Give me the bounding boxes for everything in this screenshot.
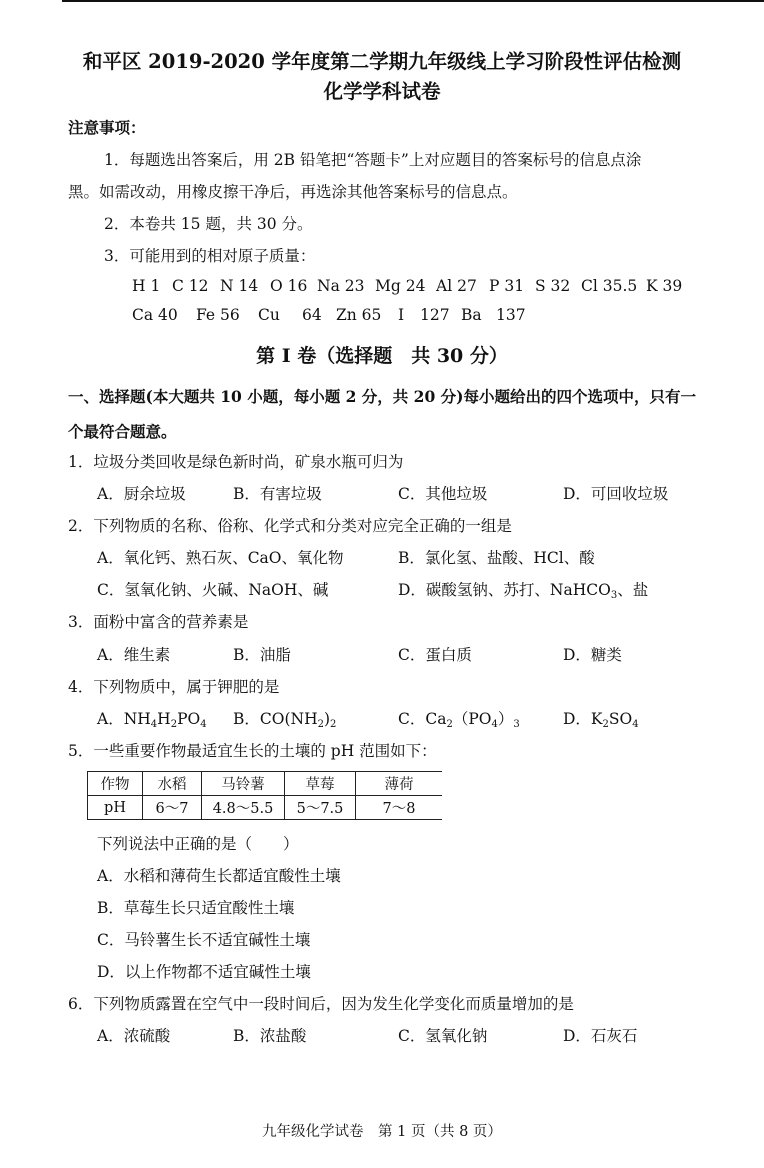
q2-option-d: D．碳酸氢钠、苏打、NaHCO$_3$、盐 (398, 581, 649, 601)
section-heading: 第 I 卷（选择题 共 30 分） (256, 345, 508, 367)
q3-option-b: B．油脂 (233, 646, 291, 664)
question-2-stem: 2．下列物质的名称、俗称、化学式和分类对应完全正确的一组是 (68, 517, 512, 535)
atomic-mass: H 1 (132, 277, 161, 295)
atomic-mass: N 14 (220, 277, 259, 295)
atomic-mass: Mg 24 (375, 277, 426, 295)
question-4-stem: 4．下列物质中，属于钾肥的是 (68, 678, 280, 696)
atomic-mass: Ca 40 (132, 306, 178, 324)
q2-option-b: B．氯化氢、盐酸、HCl、酸 (398, 549, 595, 567)
note-item-3: 3．可能用到的相对原子质量： (104, 247, 316, 265)
atomic-mass: Al 27 (436, 277, 477, 295)
atomic-mass: Cl 35.5 (581, 277, 638, 295)
question-3-stem: 3．面粉中富含的营养素是 (68, 613, 249, 631)
ph-table (87, 771, 442, 820)
q3-option-a: A．维生素 (97, 646, 171, 664)
q2-option-a: A．氧化钙、熟石灰、CaO、氧化物 (97, 549, 344, 567)
atomic-mass: Cu (258, 306, 280, 324)
q6-option-d: D．石灰石 (563, 1027, 638, 1045)
q6-option-a: A．浓硫酸 (97, 1027, 171, 1045)
q5-option-b: B．草莓生长只适宜酸性土壤 (97, 899, 295, 917)
q1-option-d: D．可回收垃圾 (563, 485, 669, 503)
atomic-mass: S 32 (535, 277, 571, 295)
table-cell: 5～7.5 (285, 796, 356, 820)
q1-option-b: B．有害垃圾 (233, 485, 322, 503)
atomic-mass: O 16 (270, 277, 308, 295)
section-instruction-line2: 个最符合题意。 (68, 422, 177, 441)
section-instruction-line1: 一、选择题(本大题共 10 小题，每小题 2 分，共 20 分)每小题给出的四个选项中，只有一 (68, 387, 696, 406)
q3-option-d: D．糖类 (563, 646, 622, 664)
table-cell: 水稻 (143, 772, 202, 796)
note-item-1-line1: 1．每题选出答案后，用 2B 铅笔把“答题卡”上对应题目的答案标号的信息点涂 (104, 151, 642, 169)
atomic-mass: K 39 (646, 277, 683, 295)
question-5-stem: 5．一些重要作物最适宜生长的土壤的 pH 范围如下： (68, 742, 437, 760)
q1-option-a: A．厨余垃圾 (97, 485, 186, 503)
atomic-mass: 137 (496, 306, 526, 324)
table-cell: 草莓 (285, 772, 356, 796)
table-cell: 7～8 (356, 796, 443, 820)
atomic-mass: Ba (461, 306, 482, 324)
question-6-stem: 6．下列物质露置在空气中一段时间后，因为发生化学变化而质量增加的是 (68, 995, 574, 1013)
q4-option-d: D．$K_2SO_4$ (563, 710, 639, 730)
q5-option-a: A．水稻和薄荷生长都适宜酸性土壤 (97, 867, 341, 885)
q4-option-b: B．$CO(NH_2)_2$ (233, 710, 337, 730)
q3-option-c: C．蛋白质 (398, 646, 472, 664)
q4-option-a: A．$NH_4H_2PO_4$ (97, 710, 207, 730)
q5-option-c: C．马铃薯生长不适宜碱性土壤 (97, 931, 311, 949)
atomic-mass: 127 (420, 306, 450, 324)
atomic-mass: 64 (302, 306, 322, 324)
top-rule (62, 0, 764, 2)
table-cell: 4.8～5.5 (202, 796, 285, 820)
q5-option-d: D．以上作物都不适宜碱性土壤 (97, 963, 311, 981)
ph-table-header-row (88, 772, 443, 796)
exam-title-line1: 和平区 2019-2020 学年度第二学期九年级线上学习阶段性评估检测 (82, 50, 682, 73)
table-cell: 马铃薯 (202, 772, 285, 796)
atomic-mass: I (398, 306, 405, 324)
exam-title-line2: 化学学科试卷 (323, 80, 441, 103)
q5-prompt: 下列说法中正确的是（ ） (97, 835, 299, 853)
q6-option-b: B．浓盐酸 (233, 1027, 307, 1045)
table-cell: 作物 (88, 772, 143, 796)
q2-option-c: C．氢氧化钠、火碱、NaOH、碱 (97, 581, 329, 599)
table-cell: 薄荷 (356, 772, 443, 796)
atomic-mass: C 12 (172, 277, 209, 295)
atomic-mass: Na 23 (317, 277, 365, 295)
q6-option-c: C．氢氧化钠 (398, 1027, 488, 1045)
ph-table-value-row (88, 796, 443, 820)
atomic-mass: P 31 (489, 277, 525, 295)
q1-option-c: C．其他垃圾 (398, 485, 488, 503)
q4-option-c: C．$Ca_2(PO_4)_3$ (398, 710, 520, 730)
note-item-2: 2．本卷共 15 题，共 30 分。 (104, 215, 313, 233)
atomic-mass: Fe 56 (196, 306, 240, 324)
atomic-mass: Zn 65 (336, 306, 382, 324)
note-item-1-line2: 黑。如需改动，用橡皮擦干净后，再选涂其他答案标号的信息点。 (68, 183, 518, 201)
table-cell: 6～7 (143, 796, 202, 820)
page-footer: 九年级化学试卷 第 1 页（共 8 页） (262, 1124, 502, 1140)
notes-heading: 注意事项： (68, 118, 146, 137)
question-1-stem: 1．垃圾分类回收是绿色新时尚，矿泉水瓶可归为 (68, 453, 404, 471)
table-cell: pH (88, 796, 143, 820)
